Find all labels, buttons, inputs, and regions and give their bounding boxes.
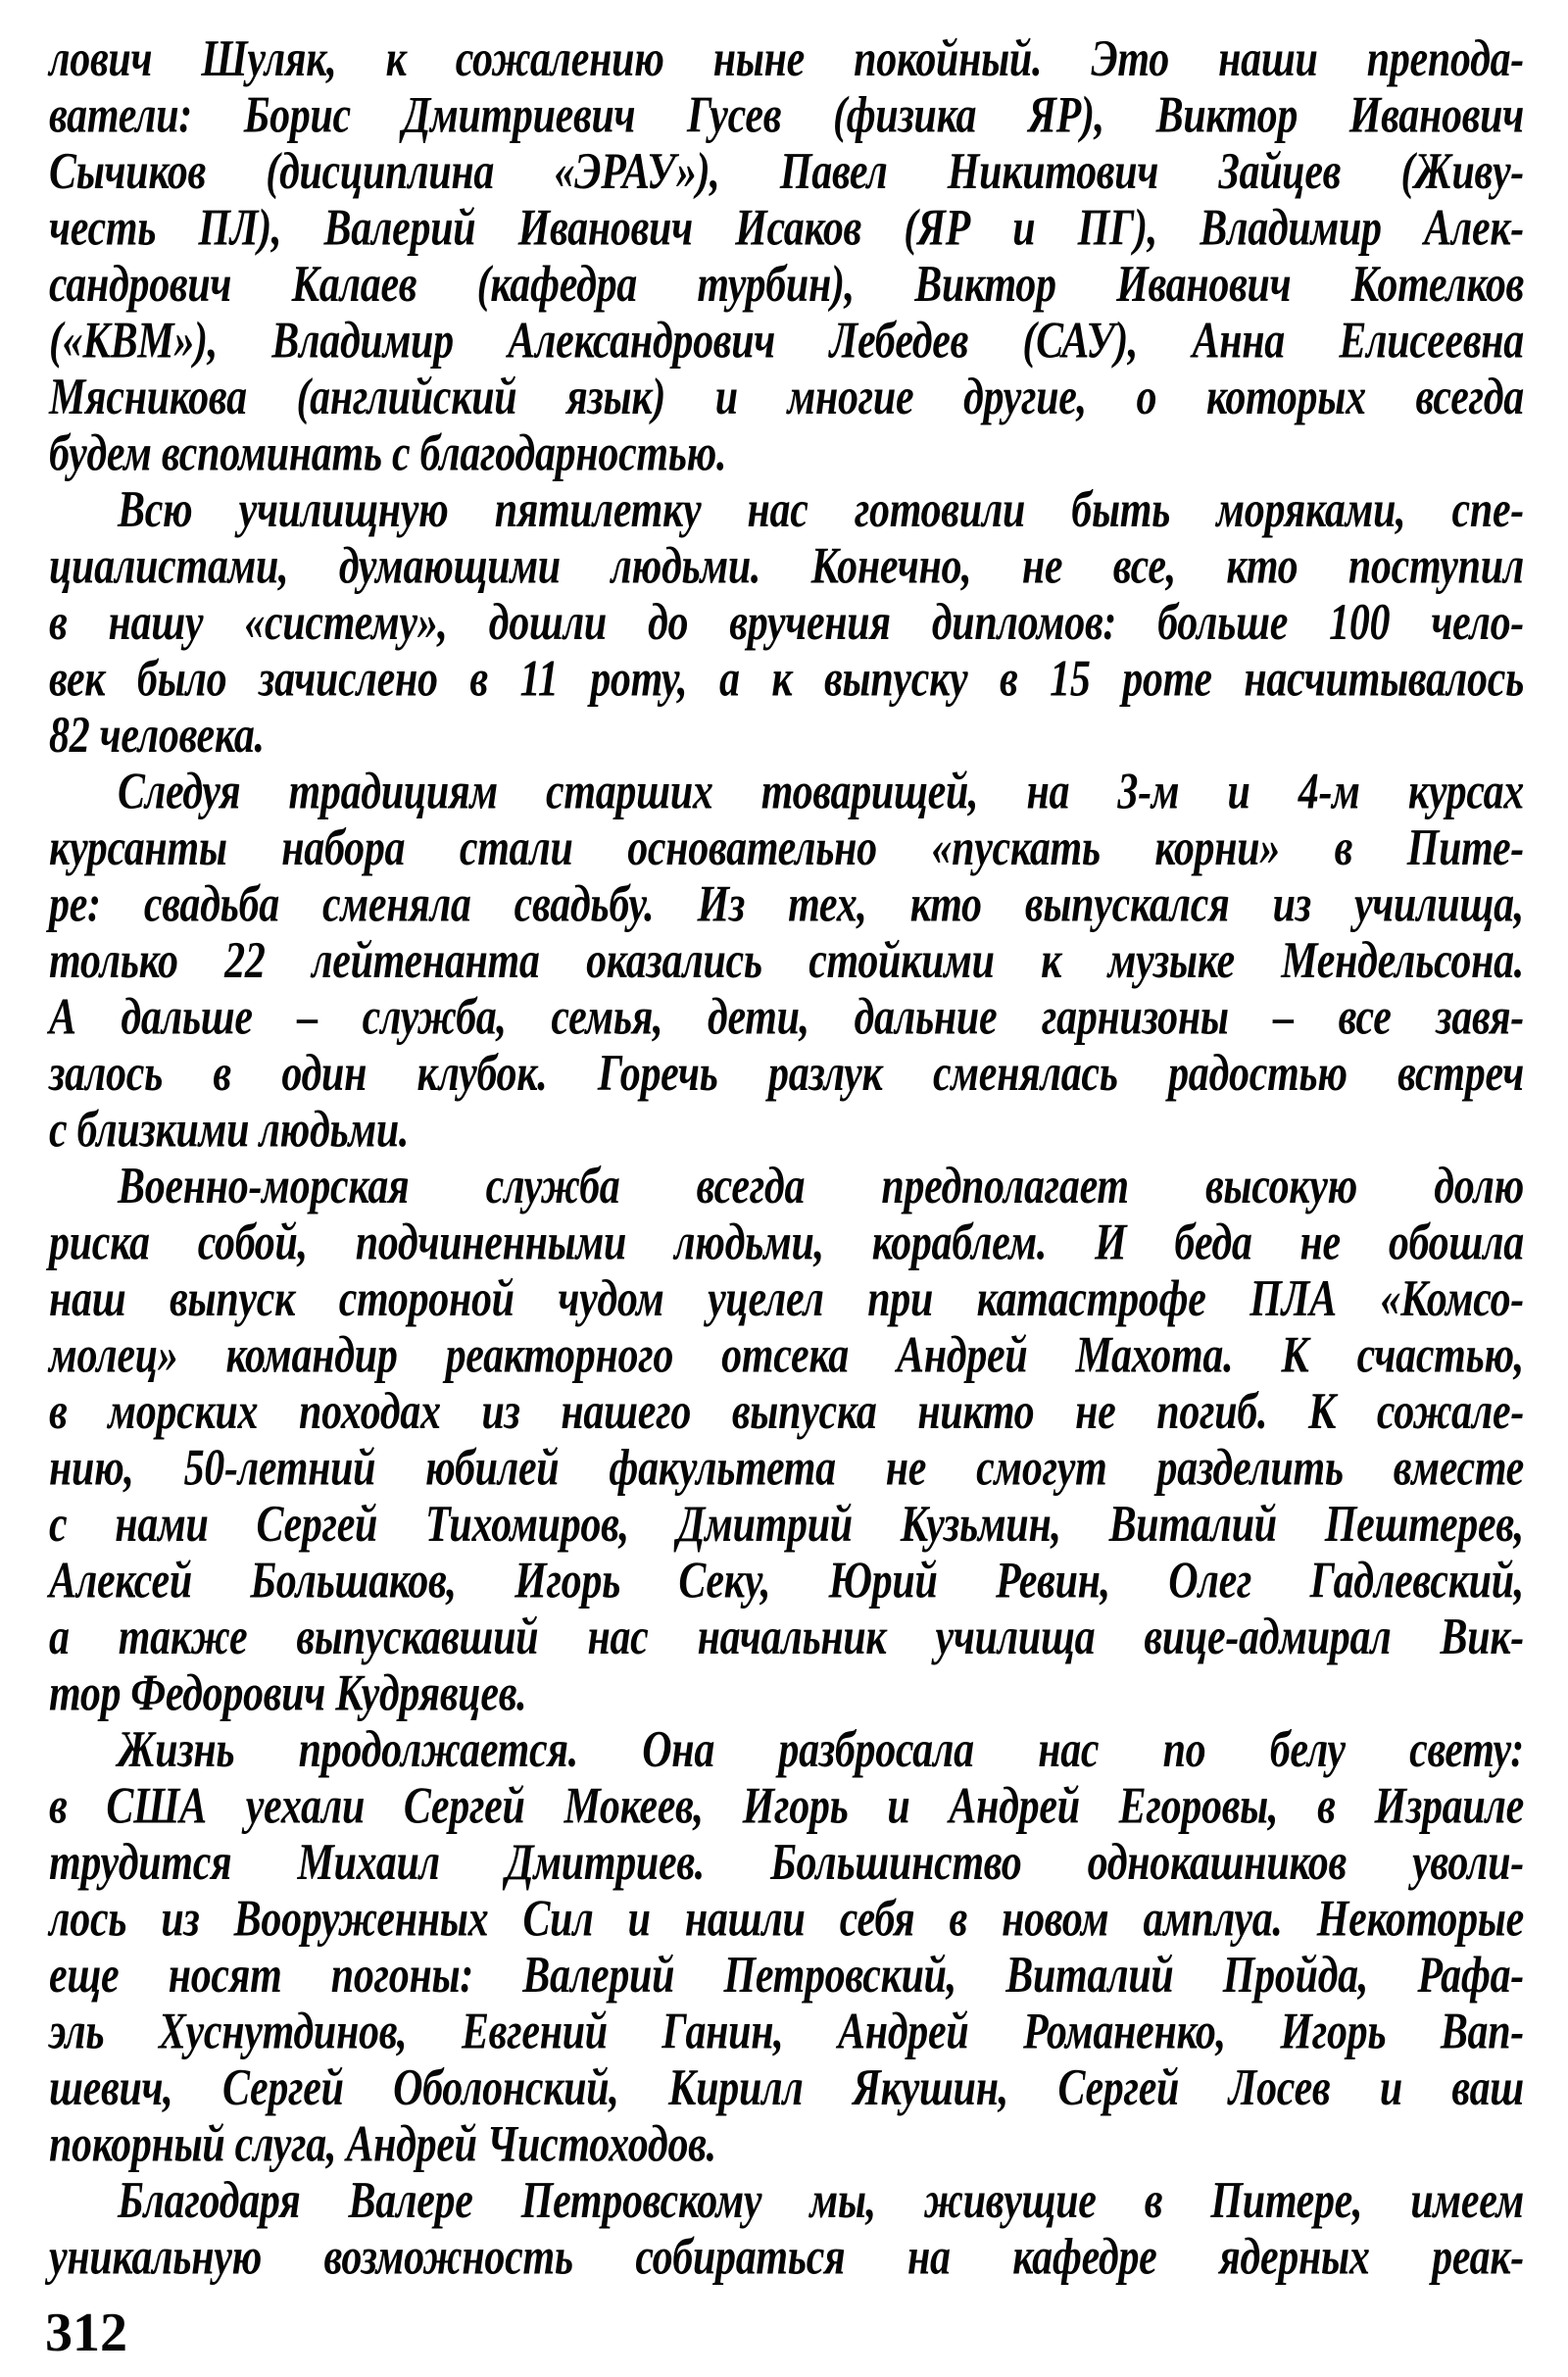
text-line: залось в один клубок. Горечь разлук сменялась радостью встреч xyxy=(49,1046,1524,1103)
text-line: век было зачислено в 11 роту, а к выпуску в 15 роте насчитывалось xyxy=(49,651,1524,708)
text-line: ре: свадьба сменяла свадьбу. Из тех, кто выпускался из училища, xyxy=(49,876,1524,933)
text-line: риска собой, подчиненными людьми, кораблем. И беда не обошла xyxy=(49,1214,1524,1271)
text-line: лось из Вооруженных Сил и нашли себя в новом амплуа. Некоторые xyxy=(49,1891,1524,1948)
text-line: ватели: Борис Дмитриевич Гусев (физика ЯР), Виктор Иванович xyxy=(49,87,1524,144)
text-line: Алексей Большаков, Игорь Секу, Юрий Ревин, Олег Гадлевский, xyxy=(49,1553,1524,1609)
text-line: эль Хуснутдинов, Евгений Ганин, Андрей Романенко, Игорь Вап- xyxy=(49,2004,1524,2060)
text-line: шевич, Сергей Оболонский, Кирилл Якушин, Сергей Лосев и ваш xyxy=(49,2060,1524,2117)
text-line: уникальную возможность собираться на кафедре ядерных реак- xyxy=(49,2229,1524,2286)
text-line: а также выпускавший нас начальник училища вице-адмирал Вик- xyxy=(49,1609,1524,1666)
text-line: Военно-морская служба всегда предполагает высокую долю xyxy=(118,1159,1524,1215)
text-line: с нами Сергей Тихомиров, Дмитрий Кузьмин, Виталий Пештерев, xyxy=(49,1497,1524,1554)
page-number: 312 xyxy=(45,2303,127,2363)
text-line: 82 человека. xyxy=(49,708,265,765)
text-line: тор Федорович Кудрявцев. xyxy=(49,1665,527,1722)
text-line: честь ПЛ), Валерий Иванович Исаков (ЯР и ПГ), Владимир Алек- xyxy=(49,200,1524,257)
text-line: Сычиков (дисциплина «ЭРАУ»), Павел Никитович Зайцев (Живу- xyxy=(49,144,1524,201)
text-line: будем вспоминать с благодарностью. xyxy=(49,425,727,482)
text-line: еще носят погоны: Валерий Петровский, Виталий Пройда, Рафа- xyxy=(49,1948,1524,2005)
text-line: наш выпуск стороной чудом уцелел при катастрофе ПЛА «Комсо- xyxy=(49,1271,1524,1328)
text-line: Жизнь продолжается. Она разбросала нас по белу свету: xyxy=(118,1722,1524,1779)
text-line: трудится Михаил Дмитриев. Большинство однокашников уволи- xyxy=(49,1835,1524,1892)
text-line: покорный слуга, Андрей Чистоходов. xyxy=(49,2116,716,2173)
text-line: с близкими людьми. xyxy=(49,1102,410,1159)
text-line: молец» командир реакторного отсека Андрей Махота. К счастью, xyxy=(49,1327,1524,1384)
text-line: Благодаря Валере Петровскому мы, живущие в Питере, имеем xyxy=(118,2173,1524,2230)
text-line: Всю училищную пятилетку нас готовили быть моряками, спе- xyxy=(118,482,1524,539)
text-line: циалистами, думающими людьми. Конечно, не все, кто поступил xyxy=(49,538,1524,595)
text-line: А дальше – служба, семья, дети, дальние гарнизоны – все завя- xyxy=(49,989,1524,1046)
text-line: курсанты набора стали основательно «пускать корни» в Пите- xyxy=(49,820,1524,877)
text-line: в США уехали Сергей Мокеев, Игорь и Андрей Егоровы, в Израиле xyxy=(49,1778,1524,1835)
text-line: Мясникова (английский язык) и многие другие, о которых всегда xyxy=(49,370,1524,426)
page-text xyxy=(49,31,1524,2286)
text-line: лович Шуляк, к сожалению ныне покойный. Это наши препода- xyxy=(49,31,1524,88)
text-line: в морских походах из нашего выпуска никто не погиб. К сожале- xyxy=(49,1384,1524,1441)
text-line: нию, 50-летний юбилей факультета не смогут разделить вместе xyxy=(49,1440,1524,1497)
text-line: («КВМ»), Владимир Александрович Лебедев (САУ), Анна Елисеевна xyxy=(49,313,1524,370)
text-line: в нашу «систему», дошли до вручения дипломов: больше 100 чело- xyxy=(49,595,1524,652)
text-line: Следуя традициям старших товарищей, на 3-м и 4-м курсах xyxy=(118,764,1524,820)
text-line: сандрович Калаев (кафедра турбин), Виктор Иванович Котелков xyxy=(49,257,1524,314)
text-line: только 22 лейтенанта оказались стойкими к музыке Мендельсона. xyxy=(49,933,1524,990)
